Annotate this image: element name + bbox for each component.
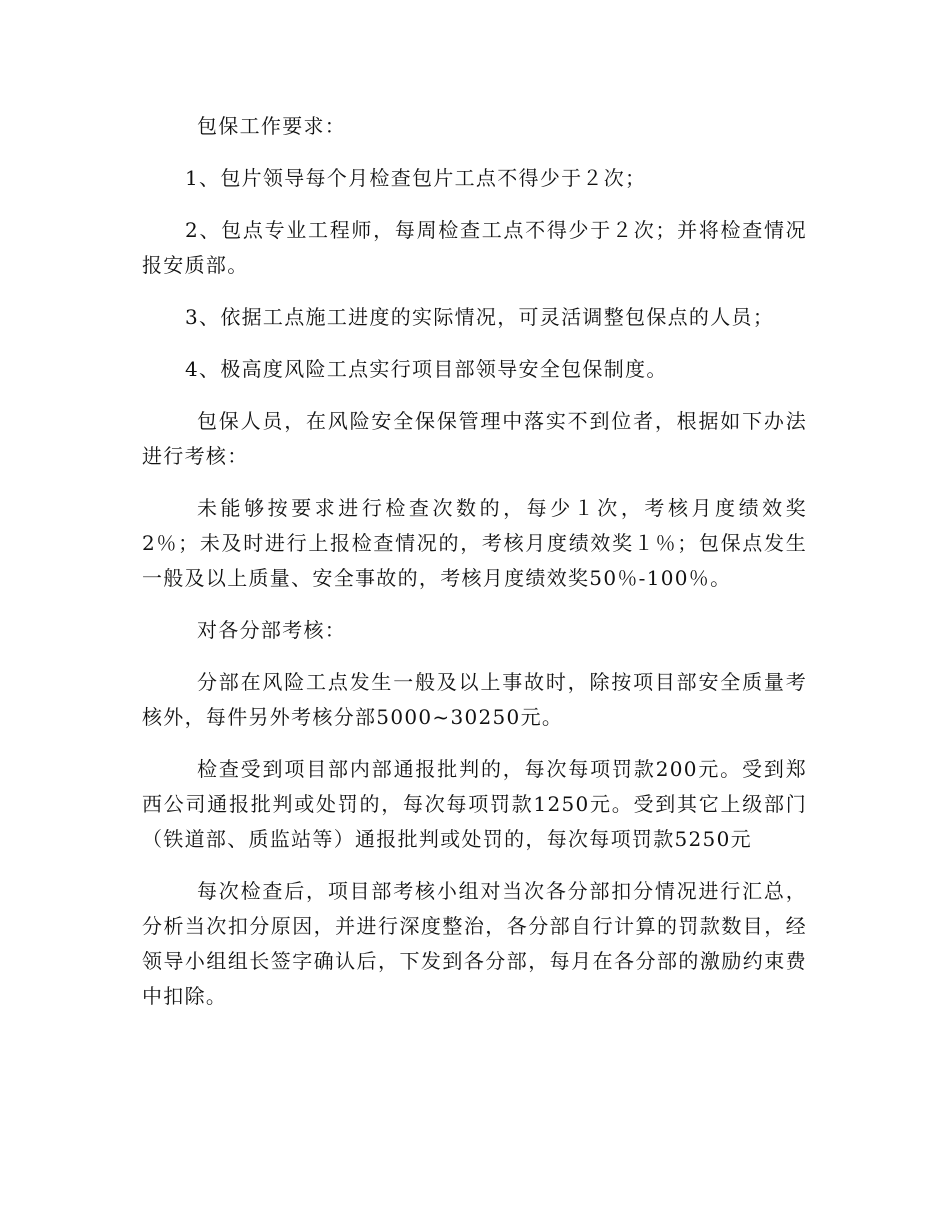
paragraph-requirements-heading: 包保工作要求： — [197, 114, 347, 138]
paragraph-branch-summary: 每次检查后，项目部考核小组对当次各分部扣分情况进行汇总，分析当次扣分原因，并进行深度整治，各分部自行计算的罚款数目，经领导小组组长签字确认后，下发到各分部，每月在各分部的激励约束费中扣除。 — [142, 879, 807, 1008]
paragraph-item-1: 1、包片领导每个月检查包片工点不得少于２次； — [185, 166, 647, 190]
paragraph-item-2: 2、包点专业工程师，每周检查工点不得少于２次；并将检查情况报安质部。 — [142, 218, 807, 277]
paragraph-item-4: 4、极高度风险工点实行项目部领导安全包保制度。 — [185, 357, 668, 381]
document-body — [142, 109, 807, 1014]
paragraph-item-3: 3、依据工点施工进度的实际情况，可灵活调整包保点的人员； — [185, 305, 775, 329]
paragraph-branch-heading: 对各分部考核： — [197, 618, 347, 642]
paragraph-assessment-intro: 包保人员，在风险安全保保管理中落实不到位者，根据如下办法进行考核： — [142, 409, 807, 468]
paragraph-branch-accident: 分部在风险工点发生一般及以上事故时，除按项目部安全质量考核外，每件另外考核分部5000~30250元。 — [142, 670, 807, 729]
paragraph-assessment-rules: 未能够按要求进行检查次数的，每少１次，考核月度绩效奖2％；未及时进行上报检查情况的，考核月度绩效奖１％；包保点发生一般及以上质量、安全事故的，考核月度绩效奖50％-100％。 — [142, 496, 807, 590]
paragraph-branch-penalties: 检查受到项目部内部通报批判的，每次每项罚款200元。受到郑西公司通报批判或处罚的，每次每项罚款1250元。受到其它上级部门（铁道部、质监站等）通报批判或处罚的，每次每项罚款5250元 — [142, 757, 807, 851]
